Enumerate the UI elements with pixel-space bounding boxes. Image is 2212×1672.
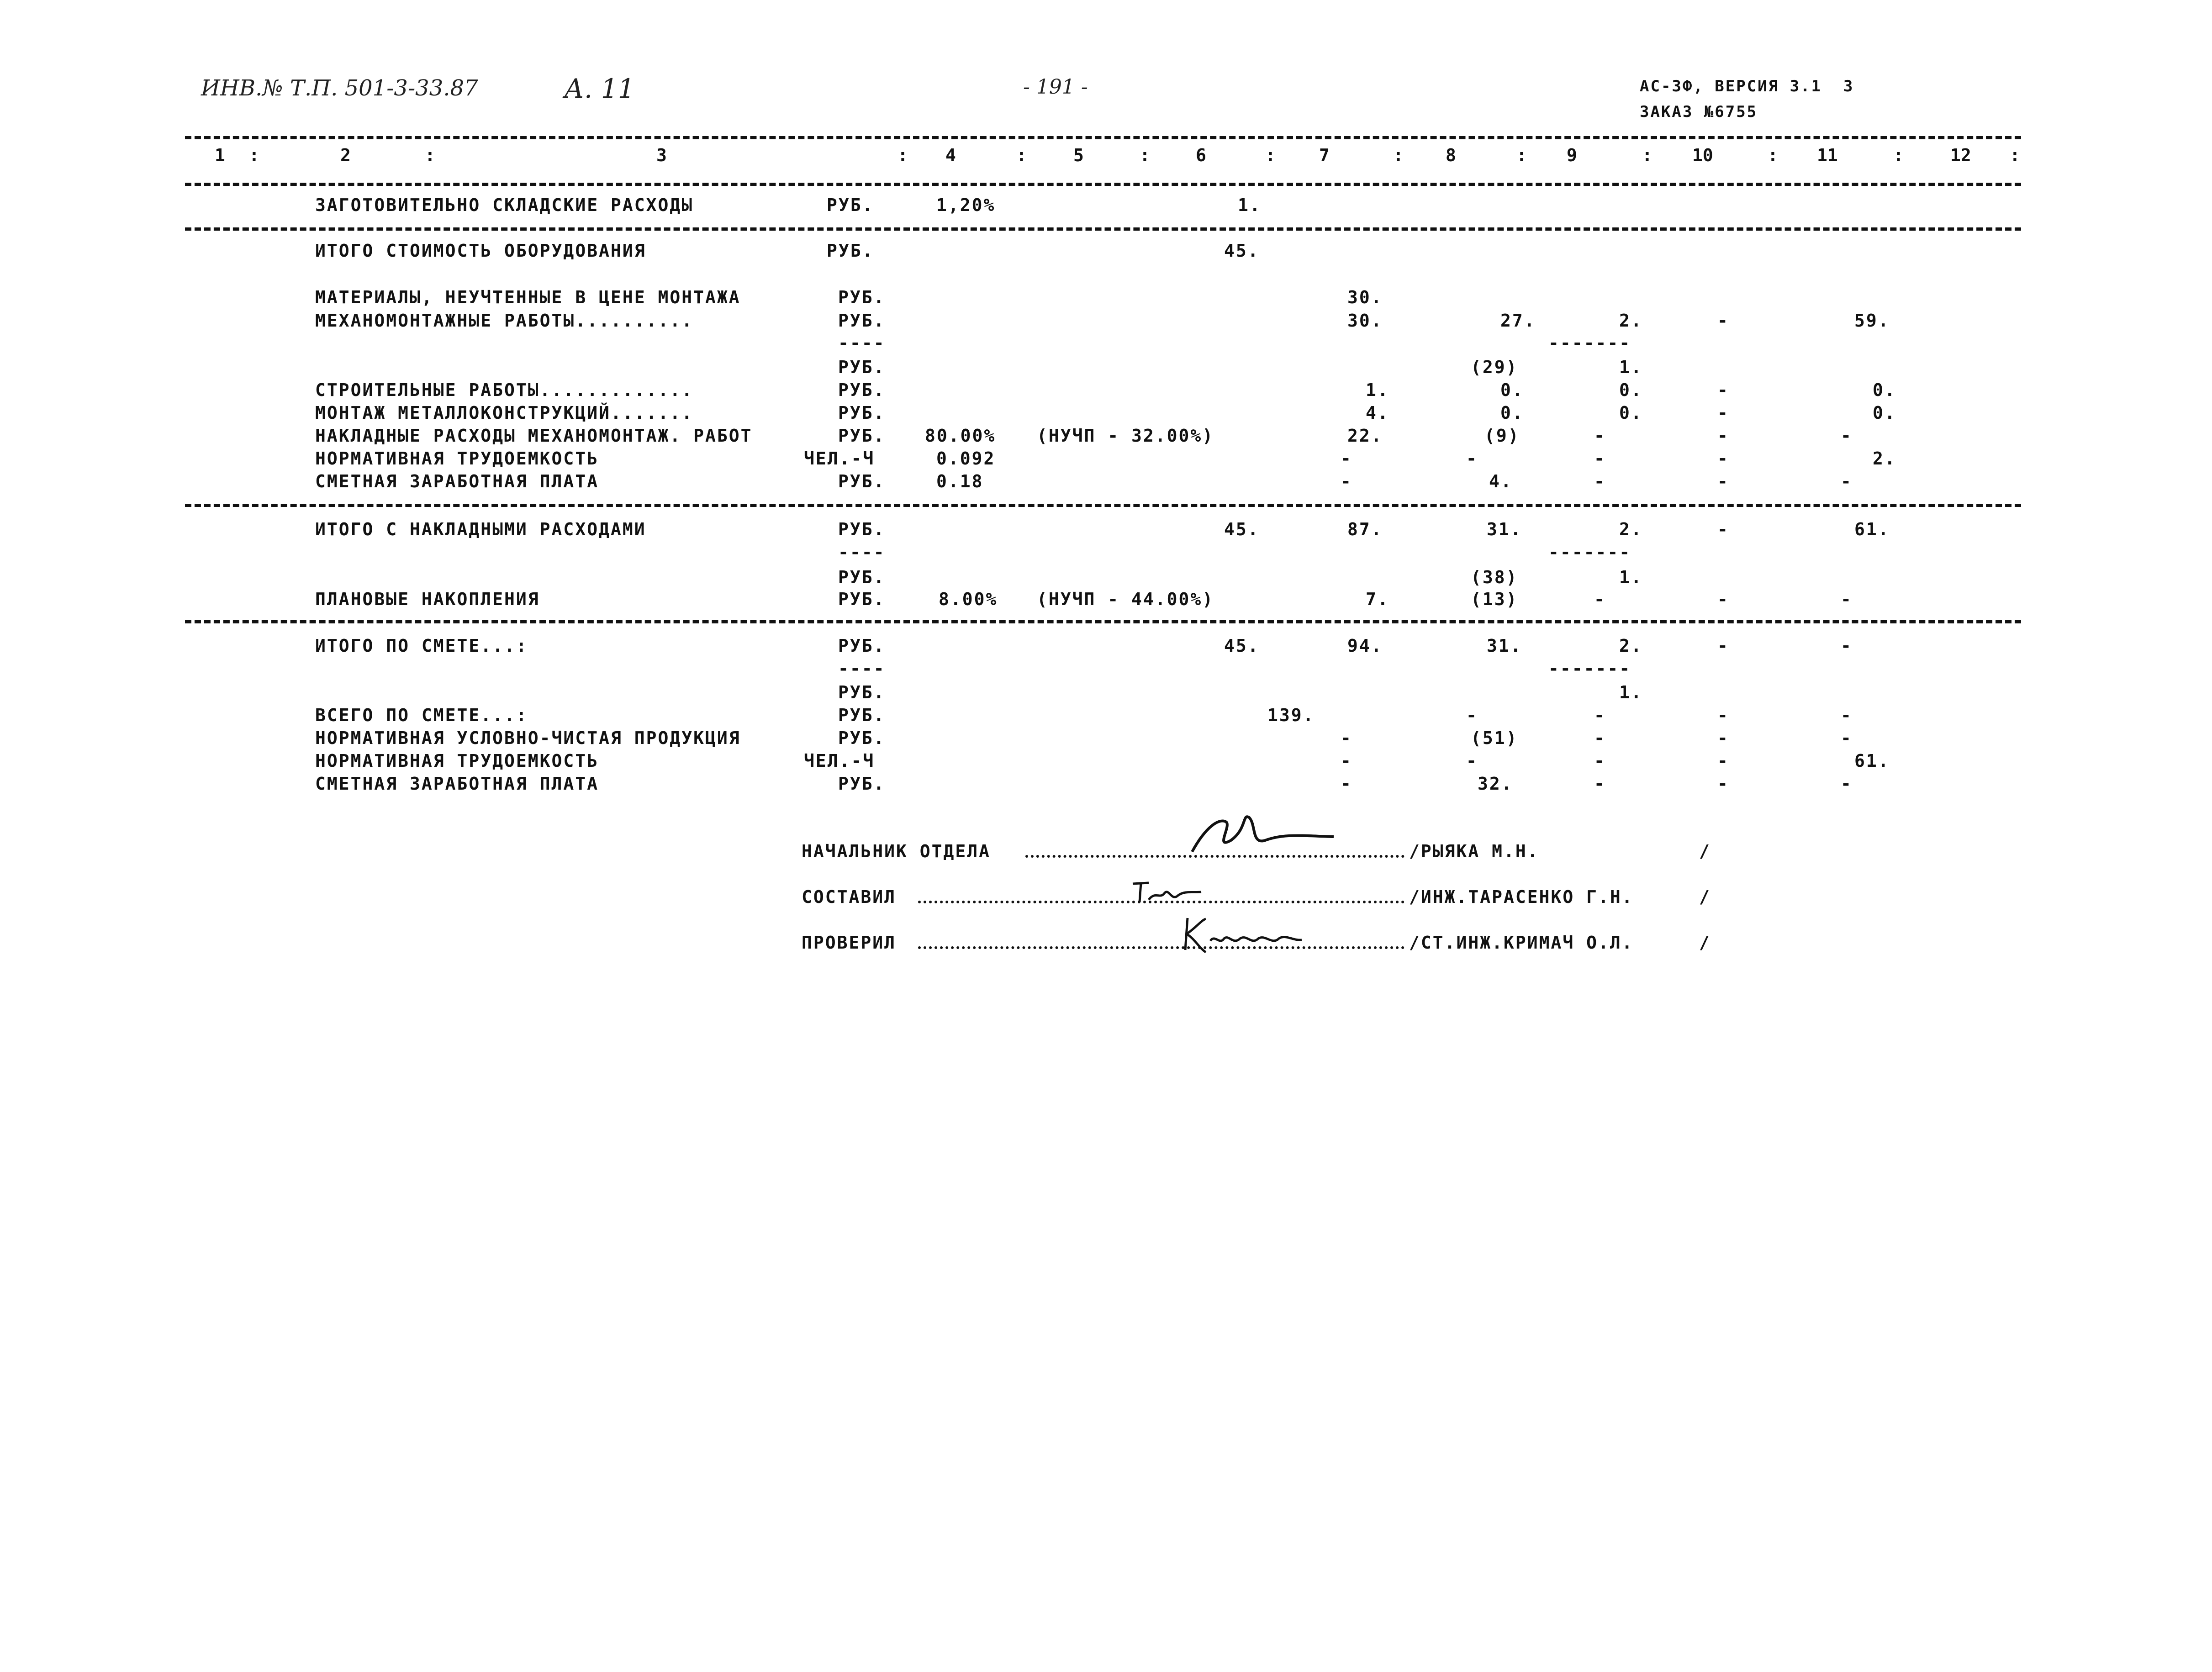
signature-end: / [1699,841,1711,861]
cell: - [1466,448,1478,469]
cell: - [1594,471,1606,491]
table-rule [185,136,2021,139]
signature-name: /ИНЖ.ТАРАСЕНКО Г.Н. [1409,887,1634,907]
cell: 45. [1224,636,1260,656]
cell: - [1717,471,1729,491]
order-number: ЗАКАЗ №6755 [1640,103,1758,121]
column-header: 7 [1319,145,1330,165]
unit: РУБ. [838,728,886,748]
cell: - [1717,589,1729,609]
album-number: А. 11 [564,73,635,104]
cell: - [1341,751,1352,771]
cell: 94. [1347,636,1383,656]
row-label: НАКЛАДНЫЕ РАСХОДЫ МЕХАНОМОНТАЖ. РАБОТ [315,426,753,446]
row-label: НОРМАТИВНАЯ ТРУДОЕМКОСТЬ [315,448,599,469]
signature-role: ПРОВЕРИЛ [802,933,897,953]
row-label: СМЕТНАЯ ЗАРАБОТНАЯ ПЛАТА [315,471,599,491]
table-rule [185,504,2021,507]
cell: (51) [1471,728,1518,748]
row-label: ИТОГО ПО СМЕТЕ...: [315,636,528,656]
cell: 61. [1854,751,1890,771]
cell: 1. [1619,567,1643,587]
cell: 8.00% [939,589,998,609]
column-header: 12 [1950,145,1971,165]
cell: 0. [1500,380,1524,400]
unit: РУБ. [827,195,874,215]
signature-end: / [1699,887,1711,907]
cell: - [1841,426,1853,446]
signature-name: /РЫЯКА М.Н. [1409,841,1539,861]
cell: - [1841,774,1853,794]
row-label: МАТЕРИАЛЫ, НЕУЧТЕННЫЕ В ЦЕНЕ МОНТАЖА [315,287,741,307]
handwritten-signature [1188,808,1338,859]
cell: - [1841,636,1853,656]
row-label: НОРМАТИВНАЯ УСЛОВНО-ЧИСТАЯ ПРОДУКЦИЯ [315,728,741,748]
unit: РУБ. [838,380,886,400]
subtotal-separator: ------- [1548,333,1631,353]
cell: - [1841,705,1853,725]
row-label: ИТОГО С НАКЛАДНЫМИ РАСХОДАМИ [315,519,646,539]
document-reference: ИНВ.№ Т.П. 501-3-33.87 [201,75,478,101]
unit: РУБ. [838,636,886,656]
cell: (НУЧП - 32.00%) [1037,426,1214,446]
cell: 1. [1366,380,1389,400]
cell: - [1341,774,1352,794]
row-label: МОНТАЖ МЕТАЛЛОКОНСТРУКЦИЙ....... [315,403,694,423]
subtotal-separator: ------- [1548,659,1631,679]
program-version: АС-3Ф, ВЕРСИЯ 3.1 3 [1640,77,1854,95]
cell: 1. [1238,195,1262,215]
cell: 139. [1267,705,1315,725]
cell: 2. [1619,519,1643,539]
handwritten-signature [1178,913,1306,959]
cell: - [1341,728,1352,748]
row-label: СТРОИТЕЛЬНЫЕ РАБОТЫ............. [315,380,694,400]
cell: 0. [1873,403,1896,423]
column-header: 4 [945,145,956,165]
cell: 2. [1619,311,1643,331]
column-header: 6 [1196,145,1206,165]
signature-role: НАЧАЛЬНИК ОТДЕЛА [802,841,991,861]
cell: 61. [1854,519,1890,539]
cell: - [1717,774,1729,794]
cell: - [1594,751,1606,771]
cell: - [1717,751,1729,771]
cell: - [1594,426,1606,446]
cell: - [1594,448,1606,469]
cell: 1. [1619,682,1643,702]
unit: РУБ. [838,357,886,377]
cell: 31. [1487,636,1522,656]
subtotal-separator: ------- [1548,542,1631,562]
cell: - [1841,589,1853,609]
cell: 32. [1478,774,1513,794]
row-label: ИТОГО СТОИМОСТЬ ОБОРУДОВАНИЯ [315,241,646,261]
cell: - [1341,448,1352,469]
unit: РУБ. [838,311,886,331]
cell: - [1717,403,1729,423]
unit: РУБ. [838,471,886,491]
cell: 0. [1619,380,1643,400]
column-header: 1 [215,145,225,165]
cell: 30. [1347,311,1383,331]
cell: (НУЧП - 44.00%) [1037,589,1214,609]
unit: РУБ. [838,774,886,794]
cell: - [1594,728,1606,748]
cell: - [1717,519,1729,539]
row-label: НОРМАТИВНАЯ ТРУДОЕМКОСТЬ [315,751,599,771]
row-label: ПЛАНОВЫЕ НАКОПЛЕНИЯ [315,589,540,609]
unit: ЧЕЛ.-Ч [804,448,875,469]
unit: ЧЕЛ.-Ч [804,751,875,771]
unit-separator: ---- [838,333,886,353]
cell: - [1717,426,1729,446]
cell: 31. [1487,519,1522,539]
cell: (38) [1471,567,1518,587]
column-header: 9 [1567,145,1577,165]
row-label: СМЕТНАЯ ЗАРАБОТНАЯ ПЛАТА [315,774,599,794]
table-rule [185,183,2021,186]
cell: - [1841,728,1853,748]
cell: 45. [1224,241,1260,261]
unit-separator: ---- [838,542,886,562]
cell: 0.092 [936,448,996,469]
cell: 0.18 [936,471,984,491]
unit: РУБ. [838,682,886,702]
row-label: МЕХАНОМОНТАЖНЫЕ РАБОТЫ.......... [315,311,694,331]
cell: (13) [1471,589,1518,609]
cell: 80.00% [925,426,996,446]
row-label: ВСЕГО ПО СМЕТЕ...: [315,705,528,725]
cell: 1,20% [936,195,996,215]
cell: 4. [1489,471,1513,491]
cell: - [1717,728,1729,748]
cell: - [1841,471,1853,491]
signature-end: / [1699,933,1711,953]
cell: - [1717,311,1729,331]
cell: 59. [1854,311,1890,331]
unit: РУБ. [838,705,886,725]
cell: 0. [1873,380,1896,400]
row-label: ЗАГОТОВИТЕЛЬНО СКЛАДСКИЕ РАСХОДЫ [315,195,694,215]
page-number: - 191 - [1023,75,1088,99]
column-header: 11 [1817,145,1838,165]
cell: (9) [1484,426,1520,446]
cell: - [1717,705,1729,725]
cell: 2. [1619,636,1643,656]
cell: - [1594,774,1606,794]
unit: РУБ. [838,403,886,423]
cell: 0. [1619,403,1643,423]
unit: РУБ. [838,519,886,539]
cell: (29) [1471,357,1518,377]
cell: 27. [1500,311,1536,331]
cell: - [1341,471,1352,491]
column-header: 3 [656,145,667,165]
cell: 2. [1873,448,1896,469]
cell: 0. [1500,403,1524,423]
unit: РУБ. [827,241,874,261]
cell: 87. [1347,519,1383,539]
cell: 22. [1347,426,1383,446]
cell: 45. [1224,519,1260,539]
cell: - [1717,380,1729,400]
unit: РУБ. [838,567,886,587]
cell: 30. [1347,287,1383,307]
unit: РУБ. [838,589,886,609]
table-rule [185,227,2021,231]
unit: РУБ. [838,287,886,307]
column-header-row: 1 2 3 4 5 6 7 8 9 10 11 12 : : : : : : : : : : : : [215,145,2020,165]
cell: 1. [1619,357,1643,377]
cell: 4. [1366,403,1389,423]
cell: - [1466,751,1478,771]
unit-separator: ---- [838,659,886,679]
column-header: 10 [1692,145,1713,165]
cell: - [1594,705,1606,725]
cell: - [1717,636,1729,656]
cell: 7. [1366,589,1389,609]
table-rule [185,620,2021,623]
column-header: 2 [340,145,351,165]
handwritten-signature [1128,875,1206,911]
signature-line [918,946,1404,949]
signature-role: СОСТАВИЛ [802,887,897,907]
column-header: 8 [1446,145,1456,165]
cell: - [1466,705,1478,725]
cell: - [1717,448,1729,469]
column-header: 5 [1073,145,1084,165]
cell: - [1594,589,1606,609]
unit: РУБ. [838,426,886,446]
signature-name: /СТ.ИНЖ.КРИМАЧ О.Л. [1409,933,1634,953]
